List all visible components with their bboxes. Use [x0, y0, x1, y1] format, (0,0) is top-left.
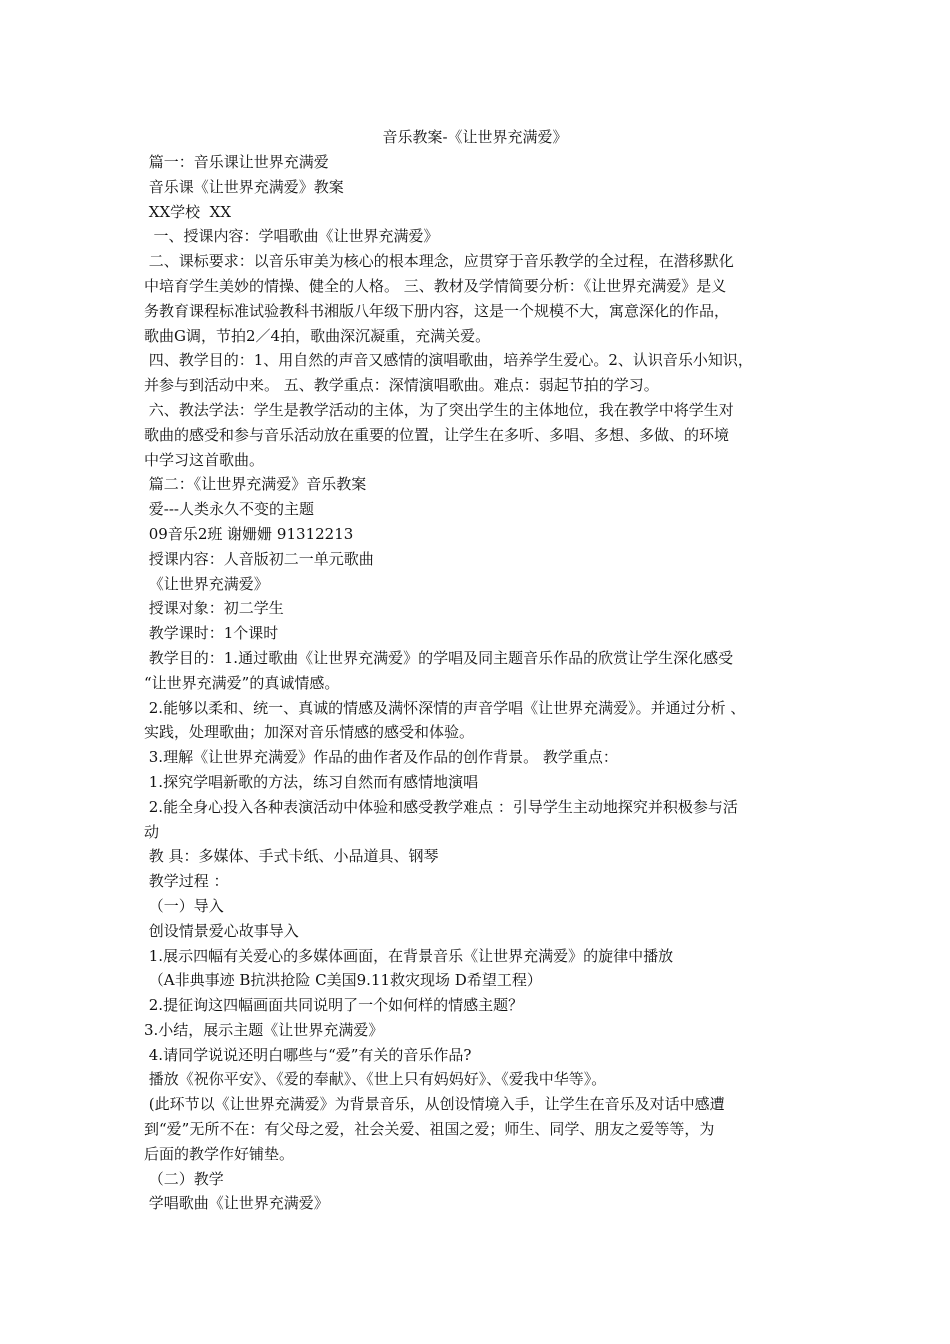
text-line: 到“爱”无所不在：有父母之爱，社会关爱、祖国之爱；师生、同学、朋友之爱等等，为 [144, 1120, 715, 1139]
text-line: 2.能够以柔和、统一、真诚的情感及满怀深情的声音学唱《让世界充满爱》。并通过分析 、 [144, 698, 746, 717]
text-line: 篇一：音乐课让世界充满爱 [144, 153, 329, 171]
text-line: 中培育学生美妙的情操、健全的人格。 三、教材及学情简要分析：《让世界充满爱》是义 [144, 276, 727, 295]
text-line: （二）教学 [144, 1169, 224, 1188]
text-line: 4.请同学说说还明白哪些与“爱”有关的音乐作品? [144, 1045, 472, 1064]
text-line: (此环节以《让世界充满爱》为背景音乐，从创设情境入手，让学生在音乐及对话中感遭 [144, 1095, 725, 1114]
text-line: 3.理解《让世界充满爱》作品的曲作者及作品的创作背景。 教学重点： [144, 748, 618, 767]
text-line: 1.展示四幅有关爱心的多媒体画面，在背景音乐《让世界充满爱》的旋律中播放 [144, 946, 674, 965]
text-line: 歌曲的感受和参与音乐活动放在重要的位置，让学生在多听、多唱、多想、多做、的环境 [144, 425, 730, 444]
text-line: 音乐课《让世界充满爱》教案 [144, 177, 344, 196]
text-line: “让世界充满爱”的真诚情感。 [144, 673, 340, 692]
text-line: 3.小结，展示主题《让世界充满爱》 [144, 1020, 384, 1039]
text-line: 实践，处理歌曲；加深对音乐情感的感受和体验。 [144, 723, 475, 742]
text-line: 教学课时：1个课时 [144, 624, 279, 643]
text-line: 创设情景爱心故事导入 [144, 921, 299, 940]
text-line: 二、课标要求：以音乐审美为核心的根本理念，应贯穿于音乐教学的全过程，在潜移默化 [144, 252, 734, 271]
text-line: 1.探究学唱新歌的方法，练习自然而有感情地演唱 [144, 772, 479, 791]
text-line: 09音乐2班 谢姗姗 91312213 [144, 524, 354, 543]
text-line: 爱---人类永久不变的主题 [144, 500, 314, 519]
text-line: 歌曲G调，节拍2／4拍，歌曲深沉凝重，充满关爱。 [144, 326, 491, 345]
text-line: 一、授课内容：学唱歌曲《让世界充满爱》 [144, 227, 439, 246]
text-line: 2.提征询这四幅画面共同说明了一个如何样的情感主题？ [144, 996, 524, 1015]
text-line: 篇二：《让世界充满爱》音乐教案 [144, 475, 367, 494]
text-line: 中学习这首歌曲。 [144, 450, 265, 469]
text-line: 六、教法学法：学生是教学活动的主体，为了突出学生的主体地位，我在教学中将学生对 [144, 400, 734, 419]
text-line: 教学过程 ： [144, 872, 229, 891]
document-title: 音乐教案-《让世界充满爱》 [382, 128, 568, 146]
text-line: 教学目的：1.通过歌曲《让世界充满爱》的学唱及同主题音乐作品的欣赏让学生深化感受 [144, 648, 734, 667]
text-line: 务教育课程标准试验教科书湘版八年级下册内容，这是一个规模不大，寓意深化的作品， [144, 301, 730, 320]
text-line: 2.能全身心投入各种表演活动中体验和感受教学难点 ：引导学生主动地探究并积极参与活 [144, 797, 738, 816]
text-line: 动 [144, 822, 160, 841]
text-line: 并参与到活动中来。 五、教学重点：深情演唱歌曲。难点：弱起节拍的学习。 [144, 376, 659, 395]
text-line: （A非典事迹 B抗洪抢险 C美国9.11救灾现场 D希望工程） [144, 971, 542, 990]
text-line: 学唱歌曲《让世界充满爱》 [144, 1194, 329, 1213]
text-line: 教 具：多媒体、手式卡纸、小品道具、钢琴 [144, 847, 439, 866]
text-line: （一）导入 [144, 896, 224, 915]
text-line: 授课内容：人音版初二一单元歌曲 [144, 549, 374, 568]
text-line: 后面的教学作好铺垫。 [144, 1144, 295, 1163]
text-line: 播放《祝你平安》、《爱的奉献》、《世上只有妈妈好》、《爱我中华等》。 [144, 1070, 607, 1089]
text-line: 四、教学目的：1、用自然的声音又感情的演唱歌曲，培养学生爱心。2、认识音乐小知识， [144, 351, 753, 370]
text-line: 《让世界充满爱》 [144, 574, 269, 593]
text-line: 授课对象：初二学生 [144, 599, 284, 618]
document-body [144, 150, 814, 1216]
text-line: XX学校 XX [144, 202, 232, 221]
